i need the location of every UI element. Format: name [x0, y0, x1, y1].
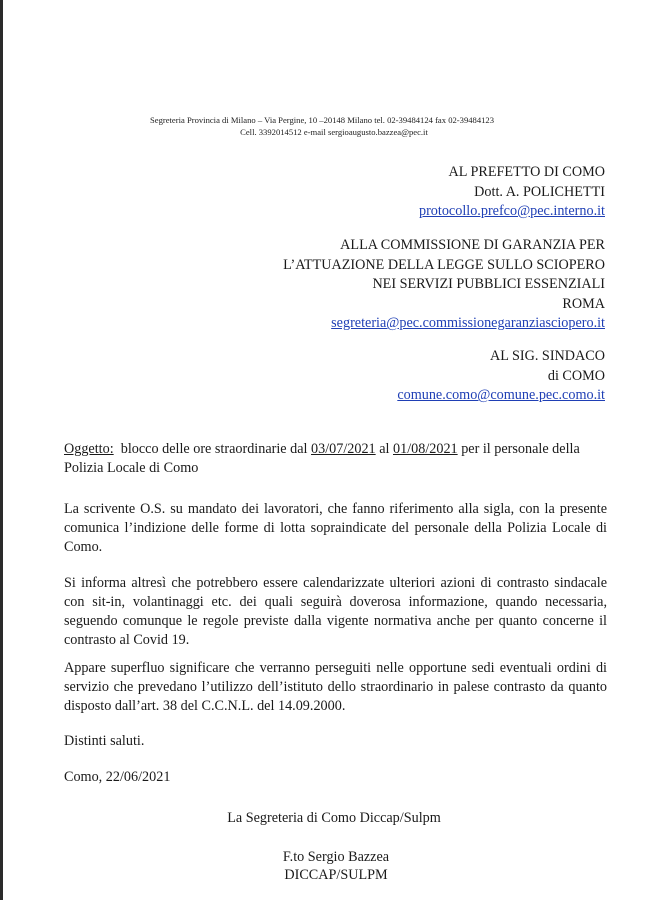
- subject-text-middle: al: [379, 441, 390, 457]
- letterhead: [0, 114, 668, 138]
- subject-date-from: 03/07/2021: [311, 441, 376, 457]
- subject-text-after: per il personale della Polizia Locale di Como: [64, 441, 580, 476]
- body-paragraph-1: La scrivente O.S. su mandato dei lavoratori, che fanno riferimento alla sigla, con la presente comunica l’indizione delle forme di lotta sopraindicate del personale della Polizia Locale di Como.: [64, 501, 607, 555]
- recipient-sindaco-city: di COMO: [547, 367, 605, 384]
- recipient-prefetto: [45, 163, 605, 222]
- recipient-prefetto-email-link[interactable]: protocollo.prefco@pec.interno.it: [418, 203, 605, 219]
- signature-block: [0, 848, 668, 884]
- recipient-prefetto-name: Dott. A. POLICHETTI: [474, 183, 605, 200]
- recipient-commissione-city: ROMA: [562, 295, 605, 312]
- letterhead-contacts: Cell. 3392014512 e-mail sergioaugusto.bazzea@pec.it: [240, 127, 428, 137]
- signature-name: F.to Sergio Bazzea: [282, 849, 390, 865]
- subject-line: [64, 440, 609, 478]
- recipient-commissione-email-link[interactable]: segreteria@pec.commissionegaranziasciopero.it: [331, 315, 605, 331]
- subject-text-before: blocco delle ore straordinarie dal: [120, 441, 308, 457]
- closing-greeting: Distinti saluti.: [64, 733, 145, 749]
- recipient-sindaco-title: AL SIG. SINDACO: [490, 348, 605, 364]
- subject-date-to: 01/08/2021: [393, 441, 458, 457]
- letterhead-address: Segreteria Provincia di Milano – Via Pergine, 10 –20148 Milano tel. 02-39484124 fax 02-39484123: [149, 115, 495, 125]
- secretariat-line: La Segreteria di Como Diccap/Sulpm: [227, 810, 441, 826]
- recipient-commissione-line1: ALLA COMMISSIONE DI GARANZIA PER: [340, 237, 605, 253]
- subject-label: Oggetto:: [64, 441, 114, 457]
- recipient-commissione: [45, 236, 605, 334]
- place-date: Como, 22/06/2021: [64, 769, 171, 785]
- recipient-commissione-line3: NEI SERVIZI PUBBLICI ESSENZIALI: [372, 276, 605, 292]
- body-paragraph-3: Appare superfluo significare che verranno perseguiti nelle opportune sedi eventuali ordini di servizio che prevedano l’utilizzo dell’istituto dello straordinario in palese contrasto da quanto disposto dall’art. 38 del C.C.N.L. del 14.09.2000.: [64, 660, 607, 714]
- recipient-sindaco: [45, 347, 605, 406]
- recipient-sindaco-email-link[interactable]: comune.como@comune.pec.como.it: [397, 387, 605, 403]
- signature-organization: DICCAP/SULPM: [284, 867, 388, 883]
- recipient-prefetto-title: AL PREFETTO DI COMO: [448, 164, 605, 180]
- recipient-commissione-line2: L’ATTUAZIONE DELLA LEGGE SULLO SCIOPERO: [283, 256, 605, 273]
- body-paragraph-2: Si informa altresì che potrebbero essere calendarizzate ulteriori azioni di contrasto sindacale con sit-in, volantinaggi etc. dei quali seguirà doverosa informazione, quando necessaria, seguendo comunque le regole previste dalla vigente normativa anche per quanto concerne il contrasto al Covid 19.: [64, 575, 607, 648]
